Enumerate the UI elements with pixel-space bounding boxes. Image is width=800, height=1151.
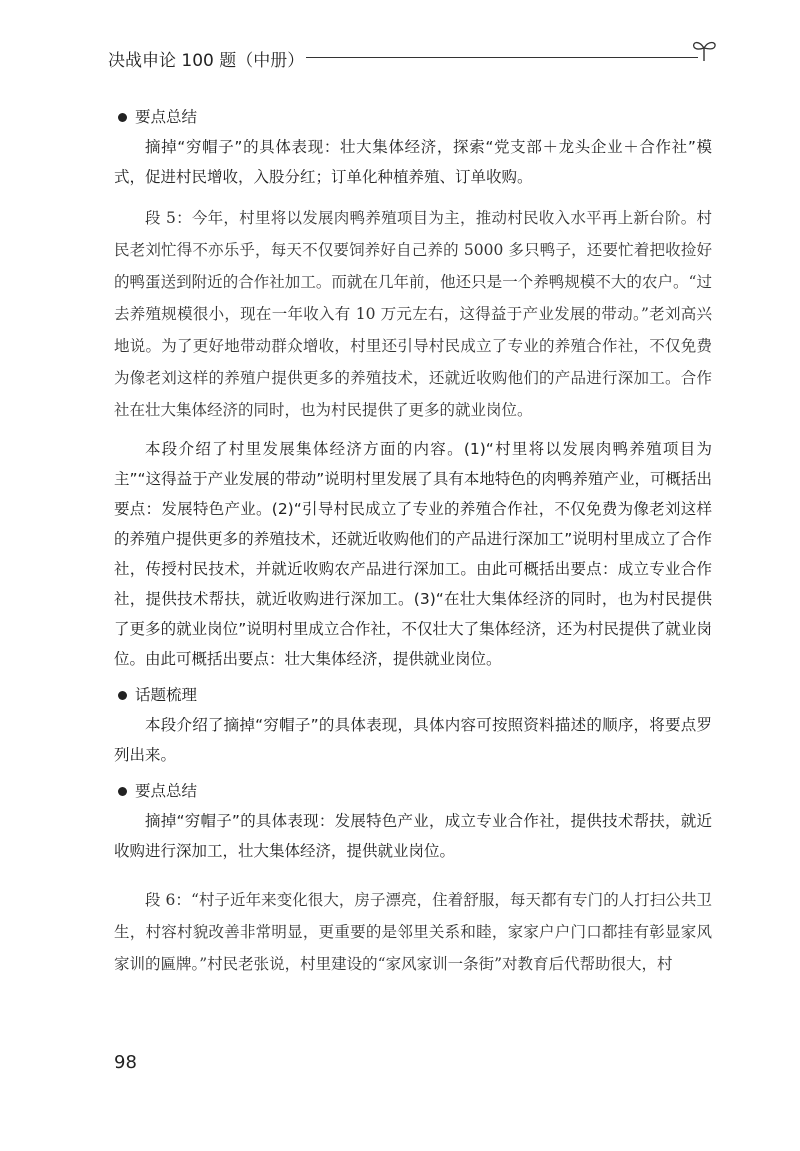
page-header	[108, 40, 718, 70]
analysis-text: 本段介绍了村里发展集体经济方面的内容。(1)“村里将以发展肉鸭养殖项目为主”“这得益于产业发展的带动”说明村里发展了具有本地特色的肉鸭养殖产业，可概括出要点：发展特色产业。(2)“引导村民成立了专业的养殖合作社，不仅免费为像老刘这样的养殖户提供更多的养殖技术，还就近收购他们的产品进行深加工”说明村里成立了合作社，传授村民技术，并就近收购农产品进行深加工。由此可概括出要点：成立专业合作社，提供技术帮扶，就近收购进行深加工。(3)“在壮大集体经济的同时，也为村民提供了更多的就业岗位”说明村里成立合作社，不仅壮大了集体经济，还为村民提供了就业岗位。由此可概括出要点：壮大集体经济，提供就业岗位。	[114, 440, 712, 668]
summary-heading-label: 要点总结	[135, 108, 198, 126]
summary-text: 摘掉“穷帽子”的具体表现：壮大集体经济，探索“党支部＋龙头企业＋合作社”模式，促进村民增收，入股分红；订单化种植养殖、订单收购。	[114, 138, 712, 186]
summary-text: 摘掉“穷帽子”的具体表现：发展特色产业，成立专业合作社，提供技术帮扶，就近收购进行深加工，壮大集体经济，提供就业岗位。	[114, 812, 712, 860]
source-paragraph-5: 段 5：今年，村里将以发展肉鸭养殖项目为主，推动村民收入水平再上新台阶。村民老刘忙得不亦乐乎，每天不仅要饲养好自己养的 5000 多只鸭子，还要忙着把收捡好的鸭蛋送到附近的合作社加工。而就在几年前，他还只是一个养鸭规模不大的农户。“过去养殖规模很小，现在一年收入有 10 万元左右，这得益于产业发展的带动。”老刘高兴地说。为了更好地带动群众增收，村里还引导村民成立了专业的养殖合作社，不仅免费为像老刘这样的养殖户提供更多的养殖技术，还就近收购他们的产品进行深加工。合作社在壮大集体经济的同时，也为村民提供了更多的就业岗位。	[114, 209, 712, 419]
page-content	[114, 96, 712, 988]
topic-heading-label: 话题梳理	[135, 686, 198, 704]
topic-text: 本段介绍了摘掉“穷帽子”的具体表现，具体内容可按照资料描述的顺序，将要点罗列出来。	[114, 716, 712, 764]
book-title: 决战申论 100 题（中册）	[108, 51, 305, 71]
page-number: 98	[114, 1052, 137, 1073]
sprout-icon	[690, 37, 718, 63]
bullet-icon	[118, 787, 127, 796]
summary-heading	[114, 102, 712, 132]
bullet-icon	[118, 113, 127, 122]
source-paragraph-6: 段 6：“村子近年来变化很大，房子漂亮，住着舒服，每天都有专门的人打扫公共卫生，村容村貌改善非常明显，更重要的是邻里关系和睦，家家户户门口都挂有彰显家风家训的匾牌。”村民老张说，村里建设的“家风家训一条街”对教育后代帮助很大，村	[114, 891, 712, 973]
bullet-icon	[118, 691, 127, 700]
summary-heading	[114, 776, 712, 806]
summary-heading-label: 要点总结	[135, 782, 198, 800]
header-rule	[306, 57, 698, 58]
topic-heading	[114, 680, 712, 710]
